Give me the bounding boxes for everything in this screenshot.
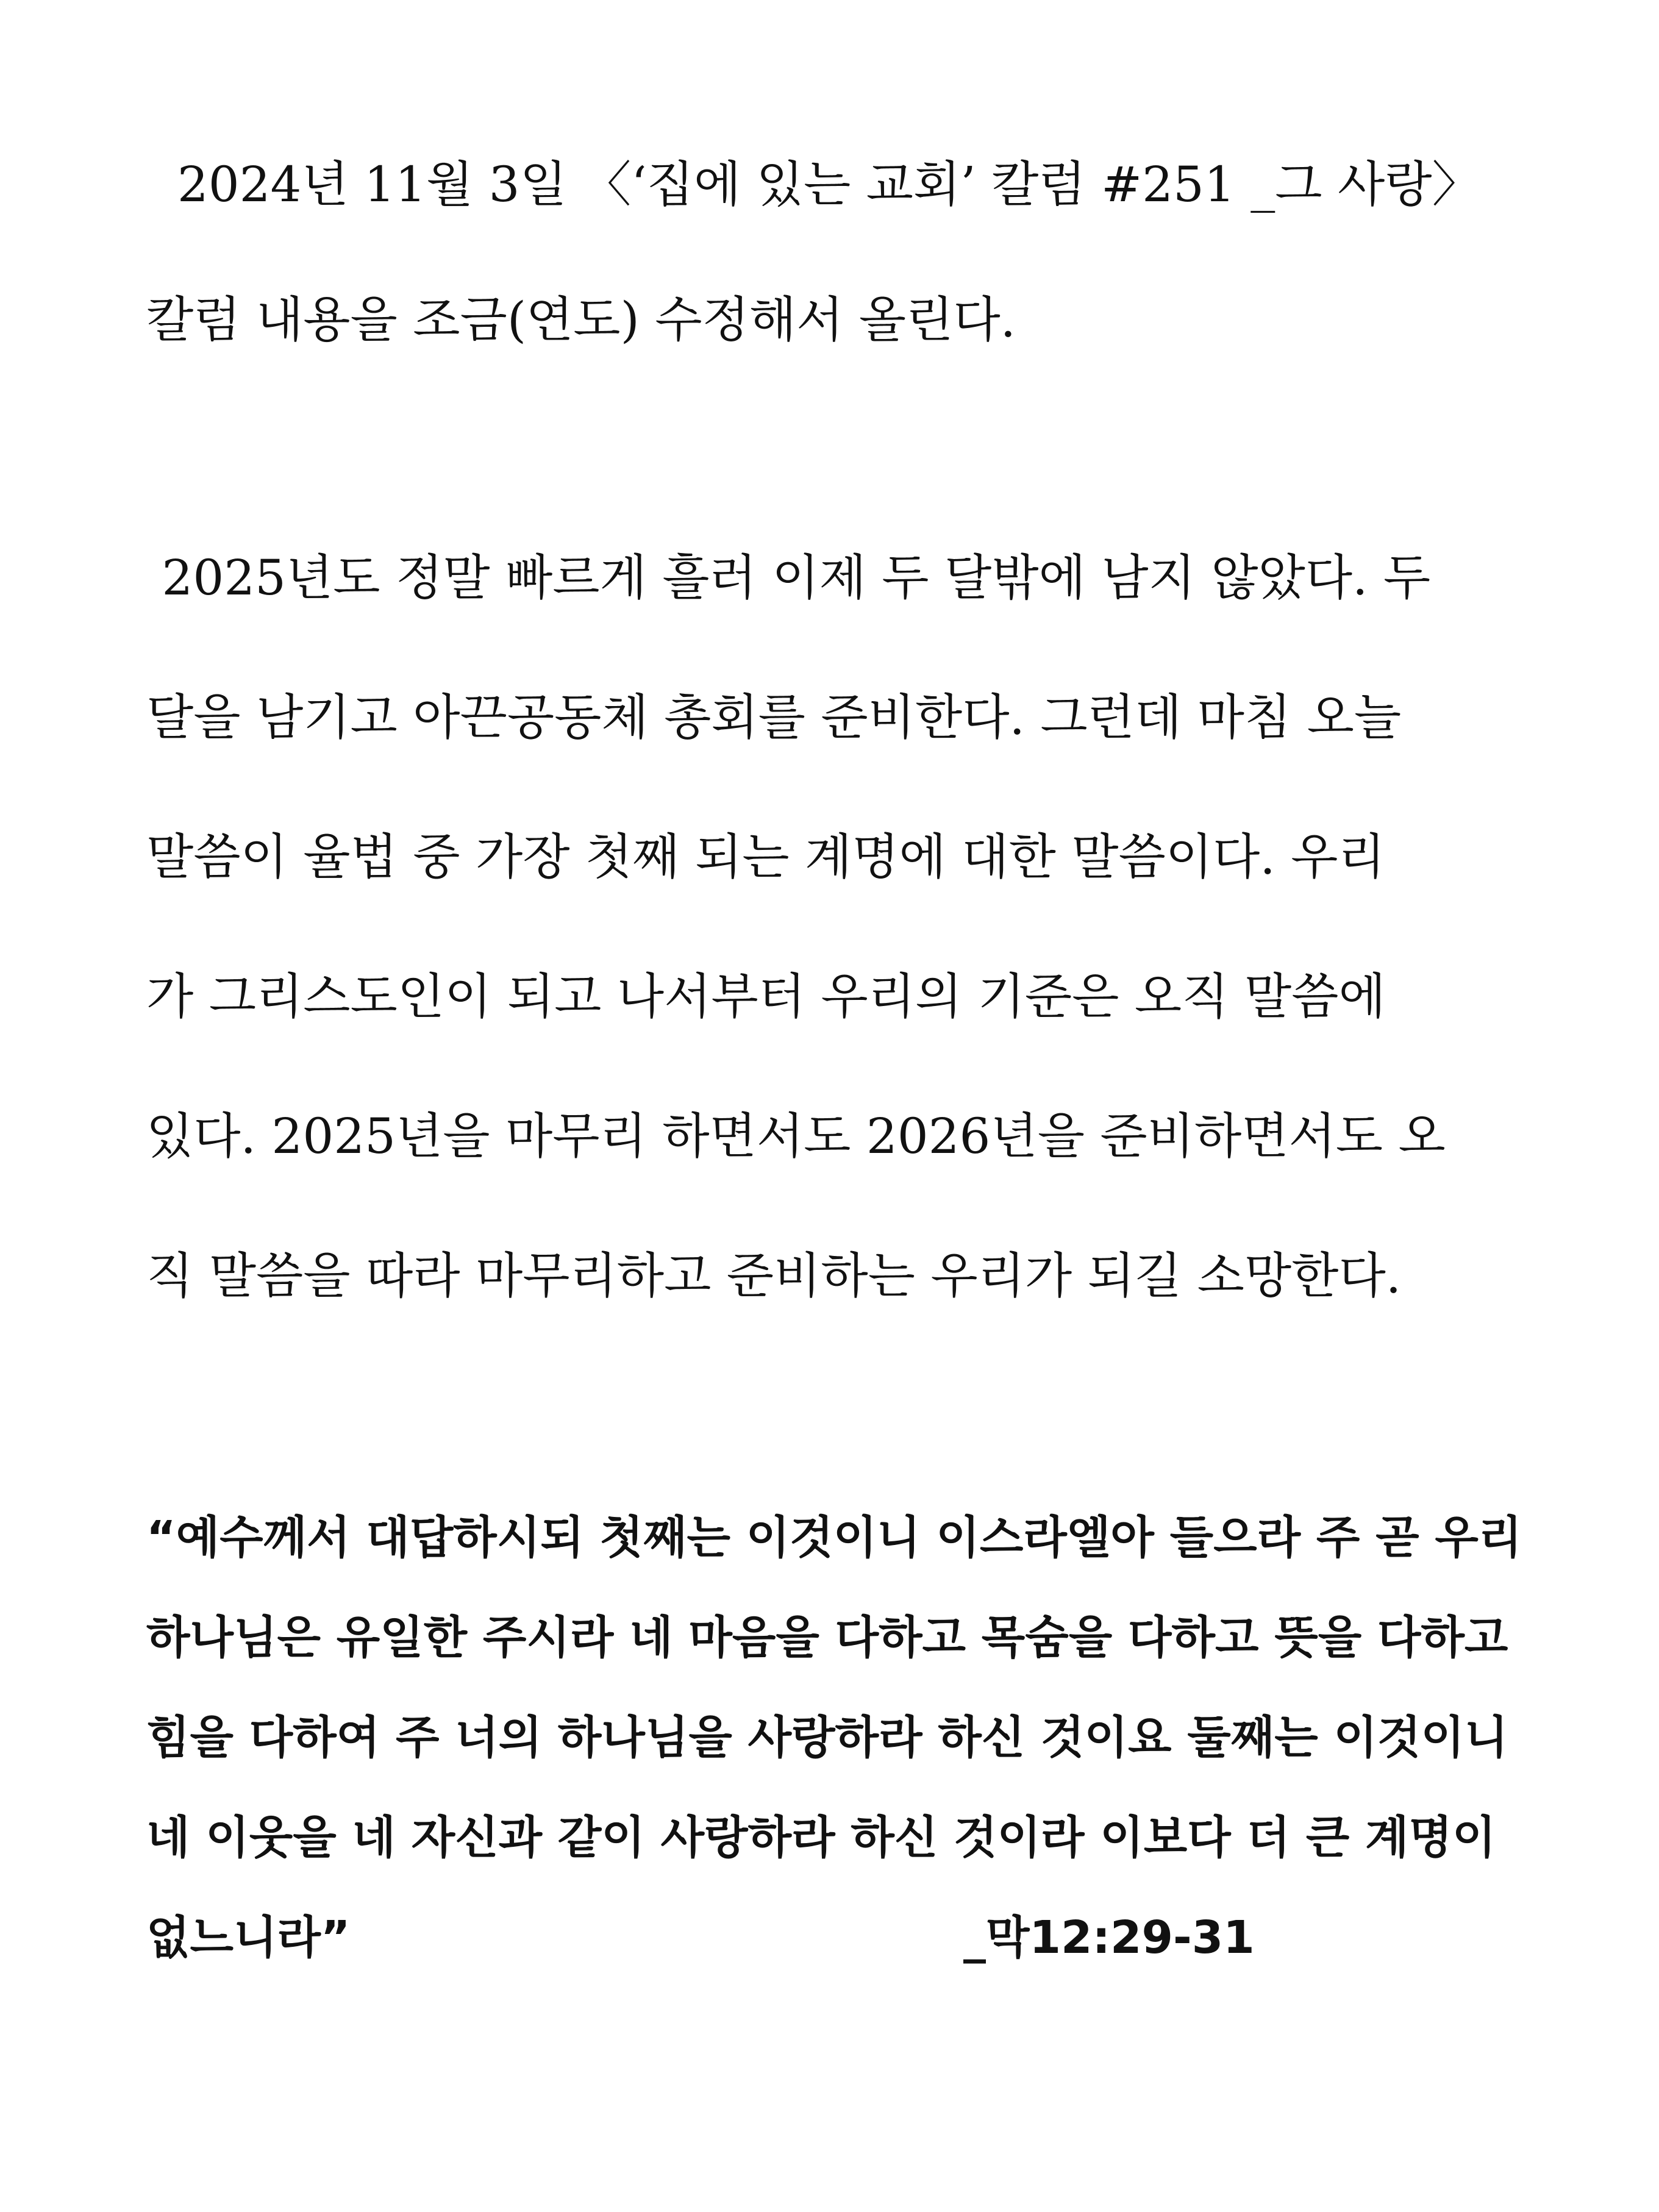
quote-line-3: 힘을 다하여 주 너의 하나님을 사랑하라 하신 것이요 둘째는 이것이니 <box>146 1711 1508 1764</box>
intro-line-1: 2024년 11월 3일 〈‘집에 있는 교회’ 칼럼 #251 _그 사랑〉 <box>146 156 1481 213</box>
body-line-2: 달을 남기고 아끈공동체 총회를 준비한다. 그런데 마침 오늘 <box>146 689 1402 746</box>
body-line-6: 직 말씀을 따라 마무리하고 준비하는 우리가 되길 소망한다. <box>146 1247 1402 1304</box>
intro-line-2: 칼럼 내용을 조금(연도) 수정해서 올린다. <box>146 291 1016 348</box>
quote-line-1: “예수께서 대답하시되 첫째는 이것이니 이스라엘아 들으라 주 곧 우리 <box>146 1511 1522 1564</box>
scripture-reference: _막12:29-31 <box>963 1911 1255 1964</box>
body-line-5: 있다. 2025년을 마무리 하면서도 2026년을 준비하면서도 오 <box>146 1108 1446 1165</box>
body-line-4: 가 그리스도인이 되고 나서부터 우리의 기준은 오직 말씀에 <box>146 968 1386 1025</box>
quote-line-4: 네 이웃을 네 자신과 같이 사랑하라 하신 것이라 이보다 더 큰 계명이 <box>146 1811 1496 1864</box>
quote-line-2: 하나님은 유일한 주시라 네 마음을 다하고 목숨을 다하고 뜻을 다하고 <box>146 1611 1508 1664</box>
quote-line-5: 없느니라” <box>146 1911 351 1964</box>
body-line-1: 2025년도 정말 빠르게 흘러 이제 두 달밖에 남지 않았다. 두 <box>146 549 1431 606</box>
body-line-3: 말씀이 율법 중 가장 첫째 되는 계명에 대한 말씀이다. 우리 <box>146 829 1385 885</box>
